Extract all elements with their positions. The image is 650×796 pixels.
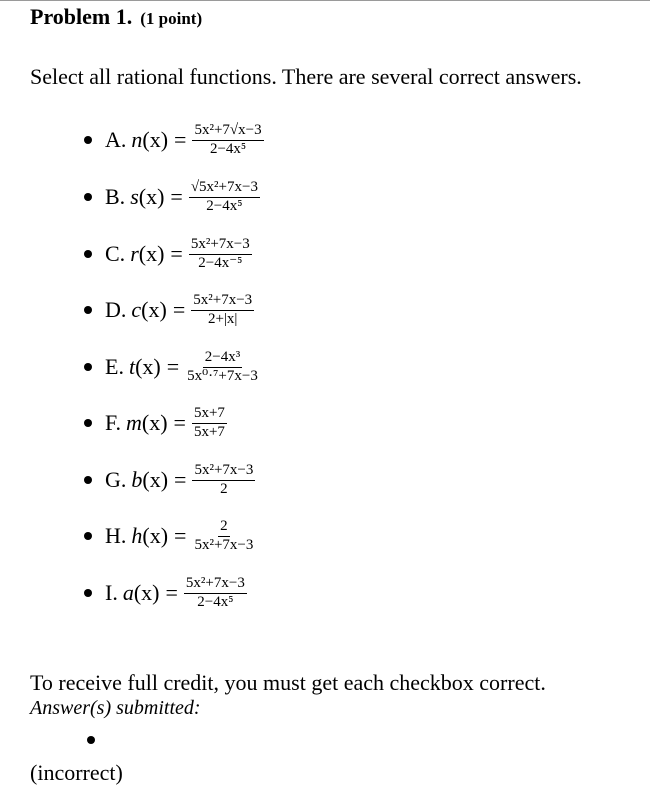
function-arg: (x)	[138, 241, 165, 266]
bullet-icon	[84, 363, 92, 371]
choice-label: H.	[105, 523, 127, 548]
function-name: r	[130, 241, 139, 266]
equals-sign: =	[174, 127, 187, 152]
function-name: b	[131, 467, 143, 492]
top-rule	[0, 0, 650, 1]
choice-h	[84, 518, 255, 554]
denominator: 2+|x|	[207, 310, 238, 327]
choice-f	[84, 405, 227, 441]
fraction	[191, 293, 254, 328]
fraction	[192, 519, 255, 554]
bullet-icon	[84, 250, 92, 258]
choice-g	[84, 462, 255, 498]
fraction	[189, 180, 260, 215]
denominator: 2−4x⁻⁵	[198, 254, 243, 271]
function-arg: (x)	[135, 354, 161, 379]
bullet-icon	[84, 532, 92, 540]
numerator: 5x²+7x−3	[189, 237, 252, 255]
choice-label: C.	[105, 241, 126, 266]
bullet-icon	[84, 306, 92, 314]
denominator: 5x⁰·⁷+7x−3	[187, 367, 258, 384]
choice-label: B.	[105, 184, 126, 209]
submitted-answer-bullet-icon	[87, 736, 95, 744]
bullet-icon	[84, 419, 92, 427]
function-name: m	[125, 410, 142, 435]
choice-c	[84, 236, 252, 272]
equals-sign: =	[170, 241, 183, 266]
denominator: 5x+7	[193, 423, 225, 440]
function-arg: (x)	[133, 580, 160, 605]
denominator: 2−4x⁵	[209, 140, 247, 157]
denominator: 5x²+7x−3	[194, 536, 254, 553]
numerator: 2	[218, 519, 230, 537]
problem-header	[30, 4, 202, 30]
choice-label: F.	[105, 410, 121, 435]
equals-sign: =	[174, 523, 187, 548]
function-name: a	[122, 580, 134, 605]
function-name: t	[128, 354, 136, 379]
bullet-icon	[84, 193, 92, 201]
choice-label: D.	[105, 297, 127, 322]
function-arg: (x)	[138, 184, 165, 209]
fraction	[192, 463, 255, 498]
function-arg: (x)	[141, 297, 167, 322]
result-status: (incorrect)	[30, 760, 123, 785]
choice-label: G.	[105, 467, 127, 492]
equals-sign: =	[172, 297, 186, 322]
fraction	[192, 123, 263, 158]
function-name: h	[131, 523, 143, 548]
denominator: 2−4x⁵	[197, 593, 234, 610]
numerator: 5x²+7x−3	[192, 463, 255, 481]
equals-sign: =	[173, 410, 186, 435]
bullet-icon	[84, 476, 92, 484]
problem-title: Problem 1.	[30, 4, 133, 29]
bullet-icon	[84, 589, 92, 597]
fraction	[185, 350, 260, 385]
function-arg: (x)	[142, 467, 169, 492]
function-name: c	[131, 297, 142, 322]
credit-instruction: To receive full credit, you must get each checkbox correct.	[30, 670, 546, 695]
numerator: 5x²+7x−3	[184, 576, 247, 594]
function-arg: (x)	[142, 127, 169, 152]
choice-i	[84, 575, 247, 611]
question-prompt: Select all rational functions. There are several correct answers.	[30, 64, 582, 89]
choice-a	[84, 122, 264, 158]
numerator: 5x+7	[192, 406, 227, 424]
function-arg: (x)	[142, 523, 169, 548]
choice-label: A.	[105, 127, 127, 152]
numerator: √5x²+7x−3	[189, 180, 260, 198]
fraction	[184, 576, 247, 611]
answers-submitted-label: Answer(s) submitted:	[30, 697, 201, 719]
numerator: 5x²+7x−3	[191, 293, 254, 311]
function-arg: (x)	[141, 410, 168, 435]
equals-sign: =	[165, 580, 178, 605]
denominator: 2−4x⁵	[206, 197, 243, 214]
choice-b	[84, 179, 260, 215]
choice-label: E.	[105, 354, 124, 379]
numerator: 2−4x³	[203, 350, 242, 368]
fraction	[189, 237, 252, 272]
equals-sign: =	[170, 184, 183, 209]
function-name: n	[131, 127, 143, 152]
choice-d	[84, 292, 254, 328]
fraction	[192, 406, 227, 441]
function-name: s	[130, 184, 139, 209]
equals-sign: =	[166, 354, 180, 379]
bullet-icon	[84, 136, 92, 144]
numerator: 5x²+7√x−3	[192, 123, 263, 141]
choice-e	[84, 349, 260, 385]
equals-sign: =	[174, 467, 187, 492]
problem-points: (1 point)	[140, 9, 203, 28]
denominator: 2	[220, 480, 228, 497]
choice-label: I.	[105, 580, 118, 605]
